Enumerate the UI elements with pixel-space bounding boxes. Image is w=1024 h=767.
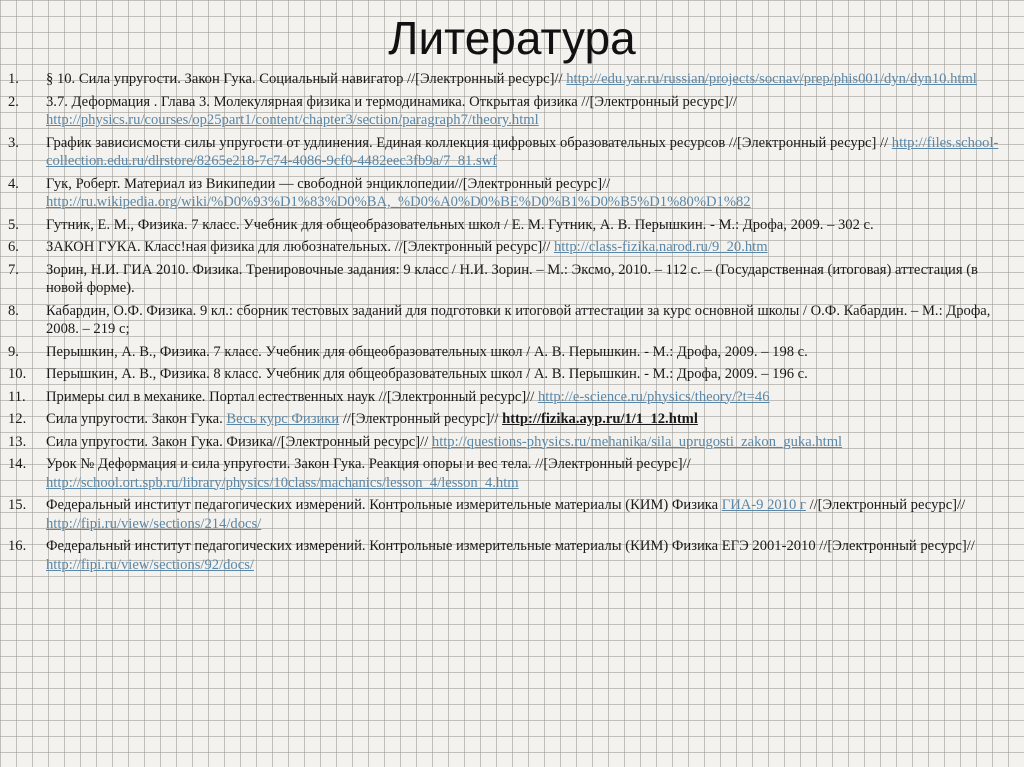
reference-number: 12.	[8, 411, 27, 427]
reference-number: 8.	[8, 302, 19, 319]
reference-text-part: //[Электронный ресурс]//	[339, 411, 503, 427]
reference-number: 1.	[8, 71, 19, 87]
reference-link[interactable]: ГИА-9 2010 г	[721, 497, 806, 513]
reference-text	[46, 302, 1004, 339]
reference-text-part: ЗАКОН ГУКА. Класс!ная физика для любознательных. //[Электронный ресурс]//	[46, 239, 554, 255]
reference-item	[8, 261, 1004, 298]
reference-link[interactable]: http://e-science.ru/physics/theory/?t=46	[537, 388, 770, 405]
reference-text	[46, 134, 1004, 171]
reference-item	[8, 455, 1004, 492]
reference-link[interactable]: http://class-fizika.narod.ru/9_20.htm	[553, 239, 768, 255]
reference-text	[46, 70, 1004, 89]
reference-link[interactable]: Весь курс Физики	[226, 411, 340, 427]
reference-item	[8, 388, 1004, 407]
reference-number: 14.	[8, 456, 27, 472]
reference-text-part: Сила упругости. Закон Гука. Физика//[Электронный ресурс]//	[46, 433, 432, 450]
reference-number: 5.	[8, 216, 19, 233]
reference-text	[46, 496, 1004, 533]
reference-link[interactable]: http://questions-physics.ru/mehanika/sila_uprugosti_zakon_guka.html	[431, 433, 843, 450]
reference-item	[8, 302, 1004, 339]
reference-text-part: 3.7. Деформация . Глава 3. Молекулярная физика и термодинамика. Открытая физика //[Электронный ресурс]//	[46, 93, 737, 110]
reference-text	[46, 261, 1004, 298]
reference-link[interactable]: http://fipi.ru/view/sections/92/docs/	[46, 556, 254, 573]
reference-link[interactable]: http://fipi.ru/view/sections/214/docs/	[46, 515, 262, 532]
reference-item	[8, 238, 1004, 257]
reference-number: 4.	[8, 175, 19, 192]
reference-text	[46, 238, 1004, 257]
reference-text	[46, 93, 1004, 130]
reference-text-part: Сила упругости. Закон Гука.	[46, 411, 227, 427]
reference-item	[8, 93, 1004, 130]
reference-text-part: Перышкин, А. В., Физика. 8 класс. Учебник для общеобразовательных школ / А. В. Перышкин. - М.: Дрофа, 2009. – 196 с.	[46, 366, 808, 382]
reference-text-part: § 10. Сила упругости. Закон Гука. Социальный навигатор //[Электронный ресурс]//	[46, 71, 567, 87]
reference-number: 3.	[8, 134, 19, 151]
reference-number: 9.	[8, 343, 19, 360]
reference-item	[8, 537, 1004, 574]
reference-text-part: Примеры сил в механике. Портал естественных наук //[Электронный ресурс]//	[46, 388, 538, 405]
reference-link[interactable]: http://physics.ru/courses/op25part1/content/chapter3/section/paragraph7/theory.html	[46, 112, 539, 128]
reference-text	[46, 455, 1004, 492]
slide-title: Литература	[388, 12, 636, 64]
reference-link[interactable]: http://fizika.ayp.ru/1/1_12.html	[502, 411, 698, 427]
reference-item	[8, 175, 1004, 212]
reference-text-part: //[Электронный ресурс]//	[805, 497, 966, 513]
reference-number: 13.	[8, 433, 27, 450]
reference-item	[8, 365, 1004, 384]
reference-text	[46, 343, 1004, 362]
reference-text-part: Перышкин, А. В., Физика. 7 класс. Учебник для общеобразовательных школ / А. В. Перышкин. - М.: Дрофа, 2009. – 198 с.	[46, 343, 808, 360]
reference-text	[46, 175, 1004, 212]
reference-item	[8, 433, 1004, 452]
reference-text	[46, 216, 1004, 235]
reference-item	[8, 216, 1004, 235]
reference-text	[46, 365, 1004, 384]
reference-text	[46, 410, 1004, 429]
reference-text-part: Урок № Деформация и сила упругости. Закон Гука. Реакция опоры и вес тела. //[Электронный ресурс]//	[46, 456, 691, 472]
reference-number: 6.	[8, 239, 19, 255]
reference-number: 10.	[8, 366, 27, 382]
reference-text-part: Гук, Роберт. Материал из Википедии — свободной энциклопедии//[Электронный ресурс]//	[46, 175, 611, 192]
reference-text-part: Федеральный институт педагогических измерений. Контрольные измерительные материалы (КИМ) Физика	[46, 497, 722, 513]
reference-link[interactable]: http://ru.wikipedia.org/wiki/%D0%93%D1%83%D0%BA,_%D0%A0%D0%BE%D0%B1%D0%B5%D1%80%D1%82	[46, 194, 751, 210]
reference-text-part: Кабардин, О.Ф. Физика. 9 кл.: сборник тестовых заданий для подготовки к итоговой аттестации за курс основной школы / О.Ф. Кабардин. – М.: Дрофа, 2008. – 219 с;	[46, 302, 991, 337]
reference-text-part: График зависисмости силы упругости от удлинения. Единая коллекция цифровых образовательных ресурсов //[Электронный ресурс] //	[46, 134, 892, 151]
reference-number: 16.	[8, 538, 27, 554]
reference-text	[46, 433, 1004, 452]
reference-number: 11.	[8, 388, 26, 405]
reference-link[interactable]: http://edu.yar.ru/russian/projects/socnav/prep/phis001/dyn/dyn10.html	[566, 71, 977, 87]
reference-text-part: Зорин, Н.И. ГИА 2010. Физика. Тренировочные задания: 9 класс / Н.И. Зорин. – М.: Эксмо, 2010. – 112 с. – (Государственная (итоговая) аттестация (в новой форме).	[46, 261, 978, 296]
reference-number: 7.	[8, 261, 19, 278]
reference-number: 2.	[8, 93, 19, 110]
reference-link[interactable]: http://files.school-collection.edu.ru/dlrstore/8265e218-7c74-4086-9cf0-4482eec3fb9a/7_81.swf	[46, 134, 999, 169]
reference-text-part: Гутник, Е. М., Физика. 7 класс. Учебник для общеобразовательных школ / Е. М. Гутник, А. В. Перышкин. - М.: Дрофа, 2009. – 302 с.	[46, 216, 874, 233]
reference-item	[8, 410, 1004, 429]
reference-item	[8, 70, 1004, 89]
reference-link[interactable]: http://school.ort.spb.ru/library/physics/10class/machanics/lesson_4/lesson_4.htm	[46, 474, 519, 491]
reference-item	[8, 496, 1004, 533]
reference-number: 15.	[8, 497, 27, 513]
reference-text-part: Федеральный институт педагогических измерений. Контрольные измерительные материалы (КИМ) Физика ЕГЭ 2001-2010 //[Электронный ресурс]//	[46, 538, 975, 554]
reference-text	[46, 537, 1004, 574]
reference-item	[8, 343, 1004, 362]
reference-list	[8, 70, 1004, 578]
reference-text	[46, 388, 1004, 407]
reference-item	[8, 134, 1004, 171]
